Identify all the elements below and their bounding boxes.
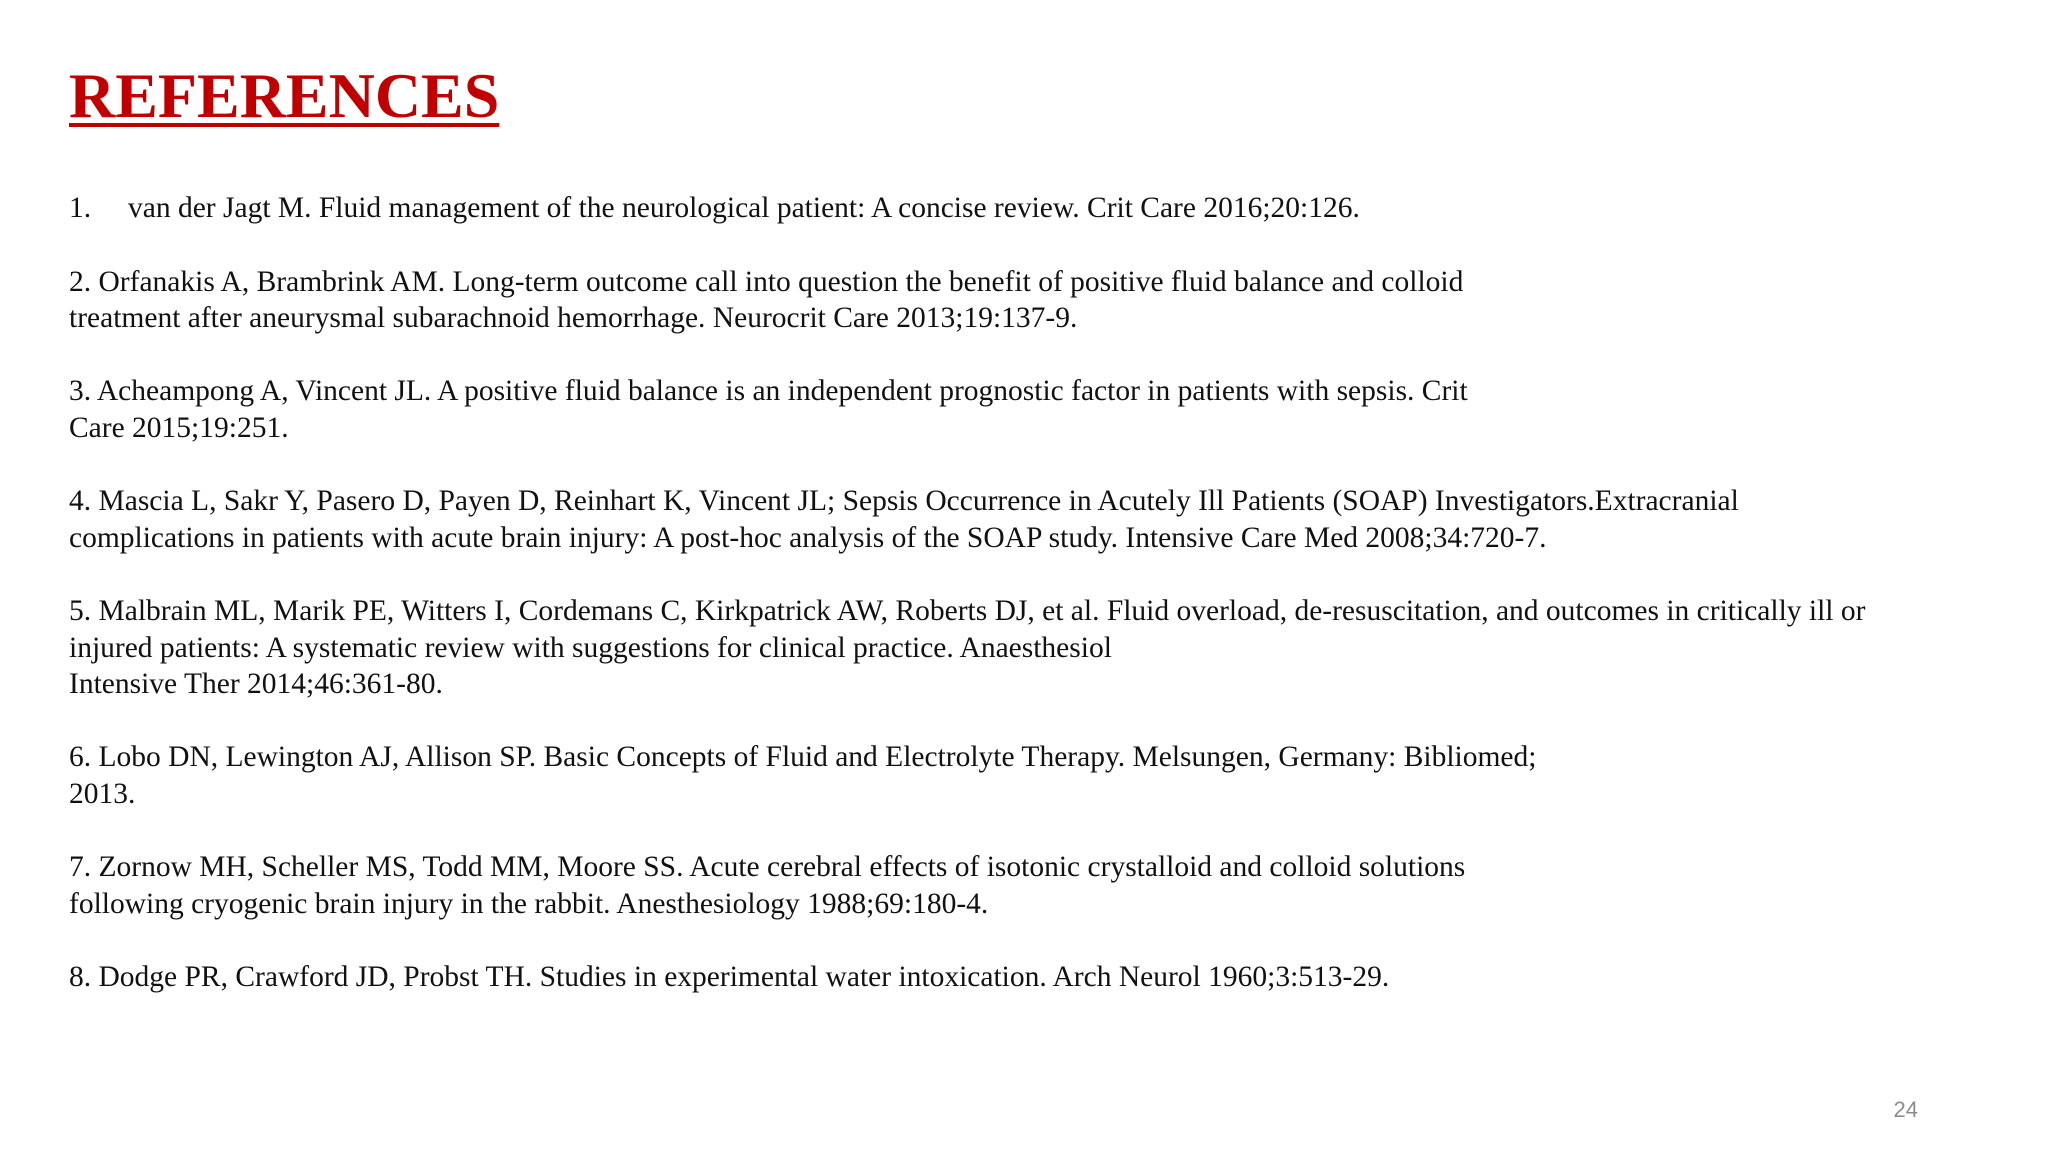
reference-line: following cryogenic brain injury in the rabbit. Anesthesiology 1988;69:180-4. (69, 887, 989, 920)
reference-line: 5. Malbrain ML, Marik PE, Witters I, Cordemans C, Kirkpatrick AW, Roberts DJ, et al. Fluid overload, de-resuscitation, and outcomes in critically ill or (69, 594, 1866, 627)
reference-line: treatment after aneurysmal subarachnoid hemorrhage. Neurocrit Care 2013;19:137-9. (69, 302, 1078, 335)
reference-line: 2013. (69, 777, 136, 810)
reference-line: 2. Orfanakis A, Brambrink AM. Long-term outcome call into question the benefit of positive fluid balance and colloid (69, 265, 1464, 298)
reference-line: 6. Lobo DN, Lewington AJ, Allison SP. Basic Concepts of Fluid and Electrolyte Therapy. Melsungen, Germany: Bibliomed; (69, 741, 1537, 774)
reference-item-7 (69, 849, 1959, 922)
reference-line: van der Jagt M. Fluid management of the neurological patient: A concise review. Crit Care 2016;20:126. (128, 192, 1360, 224)
reference-line: 3. Acheampong A, Vincent JL. A positive fluid balance is an independent prognostic factor in patients with sepsis. Crit (69, 375, 1468, 408)
reference-line: complications in patients with acute brain injury: A post-hoc analysis of the SOAP study. Intensive Care Med 2008;34:720-7. (69, 521, 1547, 554)
reference-item-6 (69, 739, 1959, 812)
reference-item-8 (69, 959, 1959, 996)
reference-item-4 (69, 483, 1959, 556)
reference-spacer (69, 447, 1959, 484)
reference-spacer (69, 922, 1959, 959)
reference-item-1 (69, 190, 1959, 227)
reference-line: 7. Zornow MH, Scheller MS, Todd MM, Moore SS. Acute cerebral effects of isotonic crystalloid and colloid solutions (69, 851, 1466, 884)
reference-line: injured patients: A systematic review with suggestions for clinical practice. Anaesthesiol (69, 631, 1112, 664)
reference-spacer (69, 556, 1959, 593)
reference-line: Care 2015;19:251. (69, 411, 289, 444)
reference-spacer (69, 227, 1959, 264)
page-number: 24 (1893, 1097, 1918, 1122)
reference-line: Intensive Ther 2014;46:361-80. (69, 668, 443, 701)
reference-line: 8. Dodge PR, Crawford JD, Probst TH. Studies in experimental water intoxication. Arch Neurol 1960;3:513-29. (69, 960, 1390, 993)
reference-item-3 (69, 373, 1959, 446)
reference-spacer (69, 813, 1959, 850)
reference-number: 1. (69, 192, 92, 224)
reference-item-5 (69, 593, 1959, 703)
reference-line: 4. Mascia L, Sakr Y, Pasero D, Payen D, Reinhart K, Vincent JL; Sepsis Occurrence in Acutely Ill Patients (SOAP) Investigators.Extracranial (69, 485, 1739, 518)
reference-spacer (69, 703, 1959, 740)
reference-list (69, 190, 1959, 995)
reference-spacer (69, 337, 1959, 374)
page-title: REFERENCES (69, 60, 500, 131)
reference-item-2 (69, 264, 1959, 337)
